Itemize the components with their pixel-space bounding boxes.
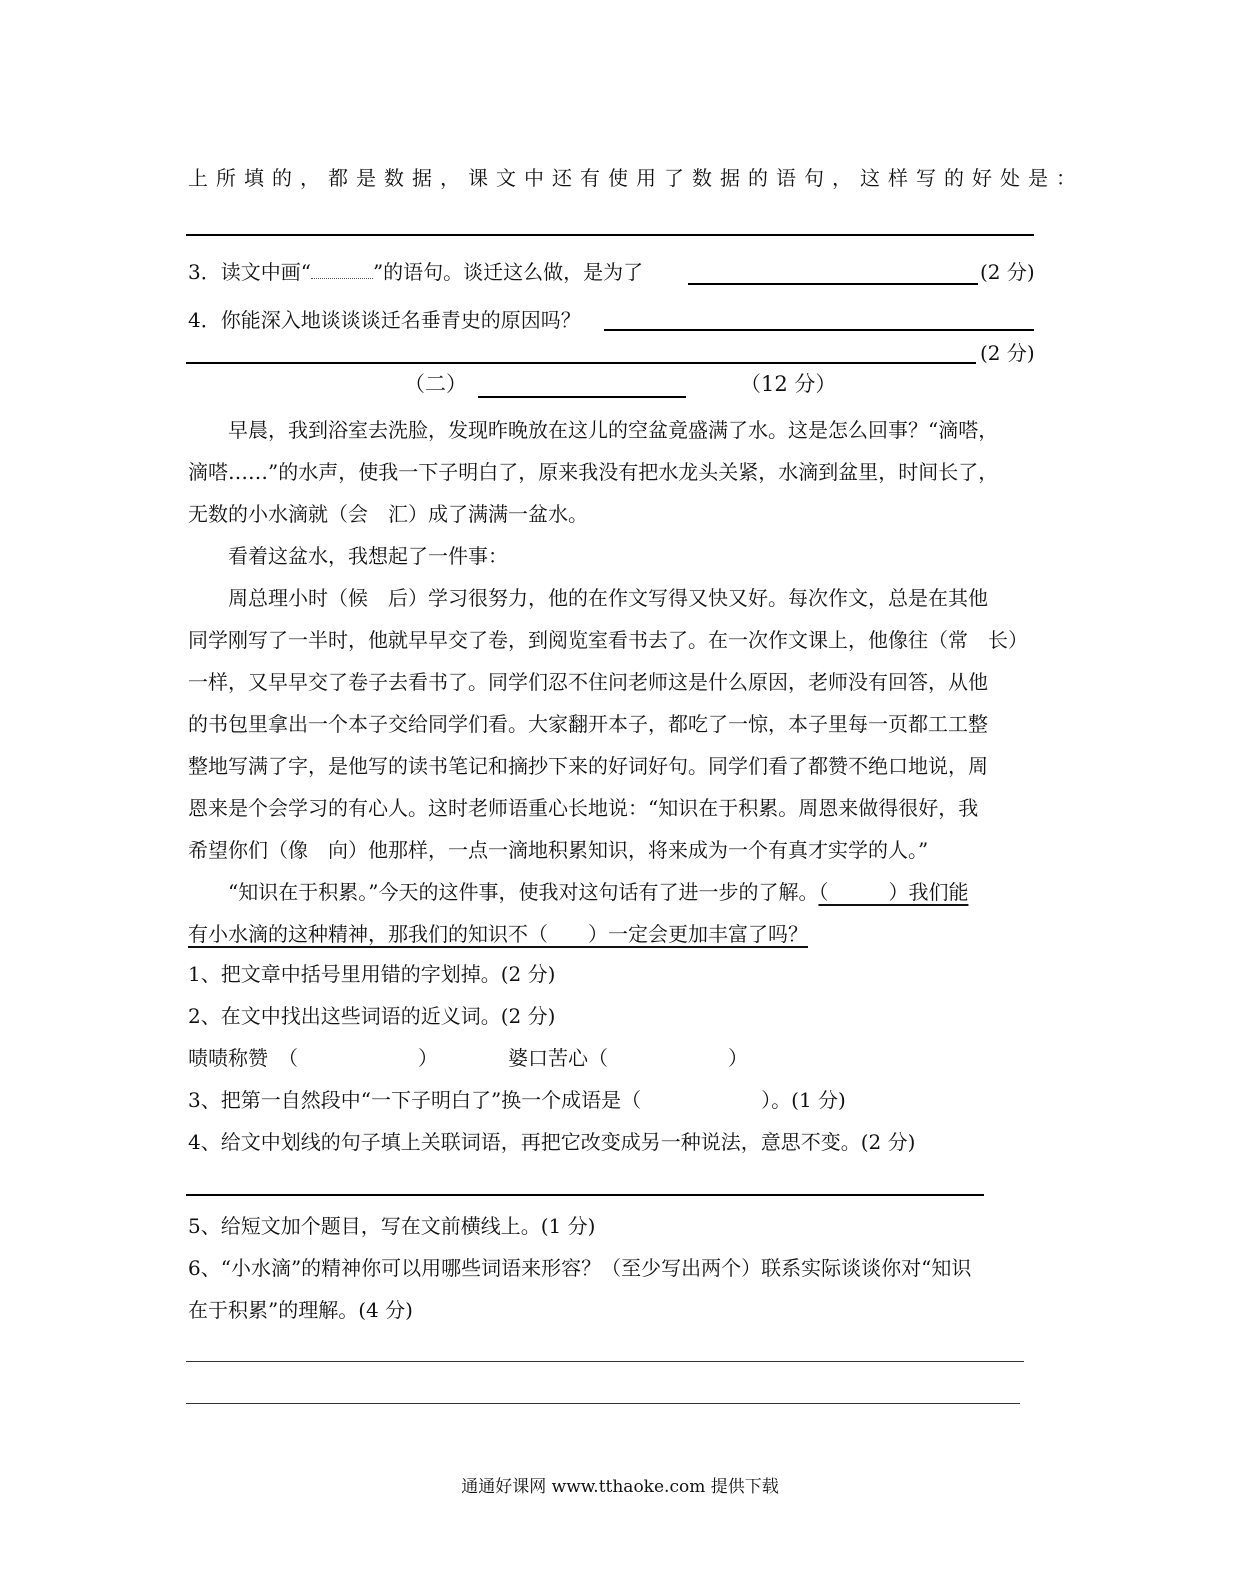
section-label: （二） [404,372,467,396]
question-4-score: (2 分) [980,341,1035,365]
passage-line: 无数的小水滴就（会 汇）成了满满一盆水。 [188,502,588,526]
passage-line: 恩来是个会学习的有心人。这时老师语重心长地说：“知识在于积累。周恩来做得很好，我 [188,796,979,820]
passage-line: 希望你们（像 向）他那样，一点一滴地积累知识，将来成为一个有真才实学的人。” [188,838,929,862]
answer-line[interactable] [186,1361,1024,1362]
answer-line[interactable] [186,234,1034,236]
passage-line: 看着这盆水，我想起了一件事： [228,544,508,568]
question-4-conjunction: 4、给文中划线的句子填上关联词语，再把它改变成另一种说法，意思不变。(2 分) [188,1130,916,1154]
title-answer-line[interactable] [478,396,686,398]
question-6-cont: 在于积累”的理解。(4 分) [188,1298,413,1322]
question-4: 4．你能深入地谈谈谈迁名垂青史的原因吗？ [188,308,581,332]
question-3-prefix: 3．读文中画“ [188,260,311,284]
passage-line: 周总理小时（候 后）学习很努力，他的在作文写得又快又好。每次作文，总是在其他 [228,586,988,610]
passage-line: 滴嗒……”的水声，使我一下子明白了，原来我没有把水龙头关紧，水滴到盆里，时间长了， [188,460,999,484]
answer-line[interactable] [186,362,976,364]
underlined-sentence: （ ）我们能 [818,880,969,904]
answer-line[interactable] [604,329,1034,331]
answer-line[interactable] [186,1194,984,1196]
question-1: 1、把文章中括号里用错的字划掉。(2 分) [188,962,556,986]
question-3-suffix: ”的语句。谈迁这么做，是为了 [372,260,644,284]
question-6: 6、“小水滴”的精神你可以用哪些词语来形容？（至少写出两个）联系实际谈谈你对“知识 [188,1256,972,1280]
passage-line: 的书包里拿出一个本子交给同学们看。大家翻开本子，都吃了一惊，本子里每一页都工工整 [188,712,988,736]
underlined-sentence: 有小水滴的这种精神，那我们的知识不（ ）一定会更加丰富了吗？ [188,922,808,946]
passage-line: 早晨，我到浴室去洗脸，发现昨晚放在这儿的空盆竟盛满了水。这是怎么回事？“滴嗒， [228,418,999,442]
question-2: 2、在文中找出这些词语的近义词。(2 分) [188,1004,556,1028]
footer-source: 通通好课网 www.tthaoke.com 提供下载 [461,1477,779,1497]
answer-line[interactable] [186,1403,1020,1404]
passage-line: 整地写满了字，是他写的读书笔记和摘抄下来的好词好句。同学们看了都赞不绝口地说，周 [188,754,988,778]
section-score: （12 分） [740,372,837,396]
question-3-idiom: 3、把第一自然段中“一下子明白了”换一个成语是（ ）。(1 分) [188,1088,846,1112]
passage-line: 同学刚写了一半时，他就早早交了卷，到阅览室看书去了。在一次作文课上，他像往（常 长） [188,628,1028,652]
question-5: 5、给短文加个题目，写在文前横线上。(1 分) [188,1214,596,1238]
answer-line[interactable] [688,283,978,285]
question-continuation: 上所填的，都是数据，课文中还有使用了数据的语句，这样写的好处是： [188,166,1084,190]
passage-text: “知识在于积累。”今天的这件事，使我对这句话有了进一步的了解。 [228,880,819,904]
question-3-score: (2 分) [980,260,1035,284]
passage-line: 一样，又早早交了卷子去看书了。同学们忍不住问老师这是什么原因，老师没有回答，从他 [188,670,988,694]
synonym-blank-b[interactable]: 婆口苦心（ ） [508,1046,748,1070]
passage-line [228,878,968,906]
synonym-blank-a[interactable]: 啧啧称赞 （ ） [188,1046,438,1070]
wavy-underline-sample [311,268,373,279]
question-3 [188,258,643,286]
